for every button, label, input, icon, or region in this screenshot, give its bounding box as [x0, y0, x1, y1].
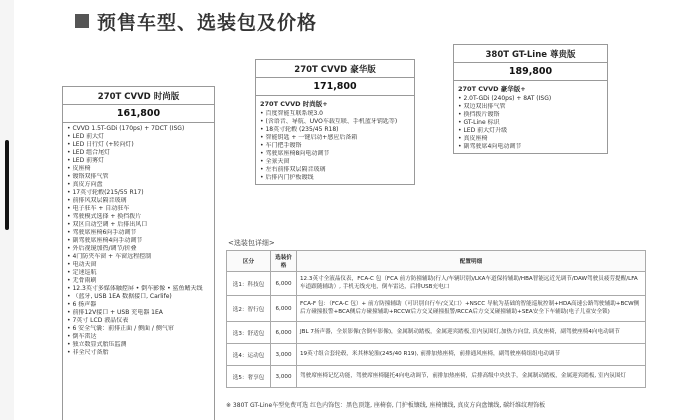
package-price: 6,000: [271, 322, 297, 344]
feature-item: • 百度智能互联系统3.0: [260, 110, 410, 118]
feature-item: • 独立数显式胎压监测: [67, 341, 210, 349]
package-name: 选3：舒适包: [227, 322, 271, 344]
trim-price: 171,800: [255, 77, 415, 96]
feature-item: • LED 前大灯升级: [458, 127, 603, 135]
package-content: FCA-F 包：（FCA-C 包）+ 前方防撞辅助（可识别自行车/交叉口）+NSCC 导航为基础的智能巡航控制+HDA高速公路驾驶辅助+BCW侧后方碰撞报警+BCA侧后方碰撞辅助+RCCW后方交叉碰撞报警/RCCA后方交叉碰撞辅助+SEA安全下车辅助(电子儿童安全锁): [297, 296, 646, 322]
feature-item: • GT-Line 标识: [458, 119, 603, 127]
column-header: 选装价格: [271, 251, 297, 272]
table-row: [227, 344, 646, 366]
feature-item: • LED 前雾灯: [67, 157, 210, 165]
feature-item: • 皮座椅: [67, 165, 210, 173]
feature-item: • 驾驶模式选择 + 换挡拨片: [67, 213, 210, 221]
feature-list: [62, 123, 215, 420]
package-name: 选5：奢享包: [227, 366, 271, 388]
table-row: [227, 272, 646, 296]
feature-section-heading: 270T CVVD 豪华版+: [458, 85, 526, 93]
feature-item: • 镀铬双排气管: [67, 173, 210, 181]
feature-item: • 后排内门护板镀线: [260, 174, 410, 182]
feature-item: • 车门把手镀铬: [260, 142, 410, 150]
feature-item: • LED 日行灯 (+转向灯): [67, 141, 210, 149]
trim-name: 270T CVVD 豪华版: [255, 59, 415, 77]
package-price: 3,000: [271, 366, 297, 388]
table-header-row: [227, 251, 646, 272]
feature-item: • 外后视镜加热/调节/折叠: [67, 245, 210, 253]
trim-card-fashion: [62, 86, 215, 420]
feature-item: • 副驾驶席座椅4向手动调节: [67, 237, 210, 245]
page-header: [75, 8, 317, 34]
feature-item: • 电动天窗: [67, 261, 210, 269]
feature-item: • （蓝牙, USB 1EA 数据接口, Carlife): [67, 293, 210, 301]
package-name: 选4：运动包: [227, 344, 271, 366]
column-header: 配置明细: [297, 251, 646, 272]
feature-list: [255, 96, 415, 185]
feature-item: • 副驾驶席4向电动调节: [458, 143, 603, 151]
package-price: 6,000: [271, 272, 297, 296]
feature-item: • 电子驻车 + 自动驻车: [67, 205, 210, 213]
table-row: [227, 296, 646, 322]
feature-item: • 12.3英寸多媒体触控屏 • 倒车影像 • 鲨鱼鳍天线: [67, 285, 210, 293]
feature-item: • 18英寸轮毂 (235/45 R18): [260, 126, 410, 134]
feature-item: • 前排风双层隔音玻璃: [67, 197, 210, 205]
title-bullet-icon: [75, 14, 89, 28]
package-content: 19英寸组合套轮毂，米其林轮胎(245/40 R19), 前排加热座椅，前排通风座椅，副驾驶座椅组组电动调节: [297, 344, 646, 366]
feature-item: • 真皮方向盘: [67, 181, 210, 189]
feature-item: • LED 前大灯: [67, 133, 210, 141]
feature-item: • 前排12V接口 + USB 充电器 1EA: [67, 309, 210, 317]
trim-name: 380T GT-Line 尊贵版: [453, 44, 608, 62]
feature-item: • 驾驶席座椅8向电动调节: [260, 150, 410, 158]
feature-item: • 17英寸轮毂(215/55 R17): [67, 189, 210, 197]
package-content: 驾驶席座椅记忆功能，驾驶席座椅腿托4向电动调节，前排加热座椅，后排高级中央扶手，金属制动踏板，金属迎宾踏板, 室内氛围灯: [297, 366, 646, 388]
feature-item: • 4门防夹车窗 + 车窗远程控制: [67, 253, 210, 261]
feature-item: • 真皮座椅: [458, 135, 603, 143]
table-row: [227, 322, 646, 344]
feature-item: • 2.0T-GDi (240ps) + 8AT (ISG): [458, 95, 603, 103]
feature-list: [453, 81, 608, 154]
screen-left-edge: [0, 0, 14, 420]
feature-item: • LED 组合尾灯: [67, 149, 210, 157]
footnote: ※ 380T GT-Line车型免费可选 红色内饰包：黑色顶篷, 座椅套, 门护板镶线, 座椅镶线, 真皮方向盘镶线, 碳纤维纹理饰板: [226, 402, 546, 409]
package-content: 12.3英寸全液晶仪表，FCA-C 包（FCA 前方防撞辅助(行人/车辆识别)/LKA车道保持辅助/HBA智能远近光调节/DAW驾驶员疲劳提醒/LFA车道跟随辅助）, 手机无线充电，倒车雷达，后排USB充电口: [297, 272, 646, 296]
feature-item: • 驾驶席座椅6向手动调节: [67, 229, 210, 237]
feature-item: • 倒车雷达: [67, 333, 210, 341]
feature-item: • 无骨雨刷: [67, 277, 210, 285]
feature-item: • 定速巡航: [67, 269, 210, 277]
feature-item: • 全景天窗: [260, 158, 410, 166]
package-name: 选1：科技包: [227, 272, 271, 296]
trim-name: 270T CVVD 时尚版: [62, 86, 215, 104]
package-table: [226, 250, 646, 388]
package-price: 6,000: [271, 296, 297, 322]
feature-item: • 左右前排双层隔音玻璃: [260, 166, 410, 174]
trim-price: 189,800: [453, 62, 608, 81]
feature-item: • 双区自动空调 + 后排出风口: [67, 221, 210, 229]
scroll-indicator[interactable]: [5, 140, 9, 230]
feature-item: • 非全尺寸备胎: [67, 349, 210, 357]
feature-item: • 6 安全气囊：前排正面 / 侧面 / 侧气帘: [67, 325, 210, 333]
feature-item: • 换挡拨片镀铬: [458, 111, 603, 119]
page-title: 预售车型、选装包及价格: [97, 11, 318, 34]
feature-item: • (含语音、导航、UVO车载互联、手机蓝牙钥匙等): [260, 118, 410, 126]
table-row: [227, 366, 646, 388]
feature-item: • 双边双出排气管: [458, 103, 603, 111]
feature-item: • 7英寸 LCD 液晶仪表: [67, 317, 210, 325]
package-content: JBL 7扬声器，全景影像(含倒车影像)，金属制动踏板，金属迎宾踏板,室内氛围灯,加热方向盘, 真皮座椅，副驾驶座椅4向电动调节: [297, 322, 646, 344]
feature-item: • CVVD 1.5T-GDi (170ps) + 7DCT (ISG): [67, 125, 210, 133]
trim-card-gtline: [453, 44, 608, 154]
feature-item: • 智能钥匙 + 一键启动+感应后备箱: [260, 134, 410, 142]
column-header: 区分: [227, 251, 271, 272]
feature-item: • 6 扬声器: [67, 301, 210, 309]
trim-price: 161,800: [62, 104, 215, 123]
package-section-heading: <选装包详细>: [228, 239, 275, 247]
feature-section-heading: 270T CVVD 时尚版+: [260, 100, 328, 108]
package-price: 3,000: [271, 344, 297, 366]
package-name: 选2：智行包: [227, 296, 271, 322]
trim-card-luxury: [255, 59, 415, 185]
